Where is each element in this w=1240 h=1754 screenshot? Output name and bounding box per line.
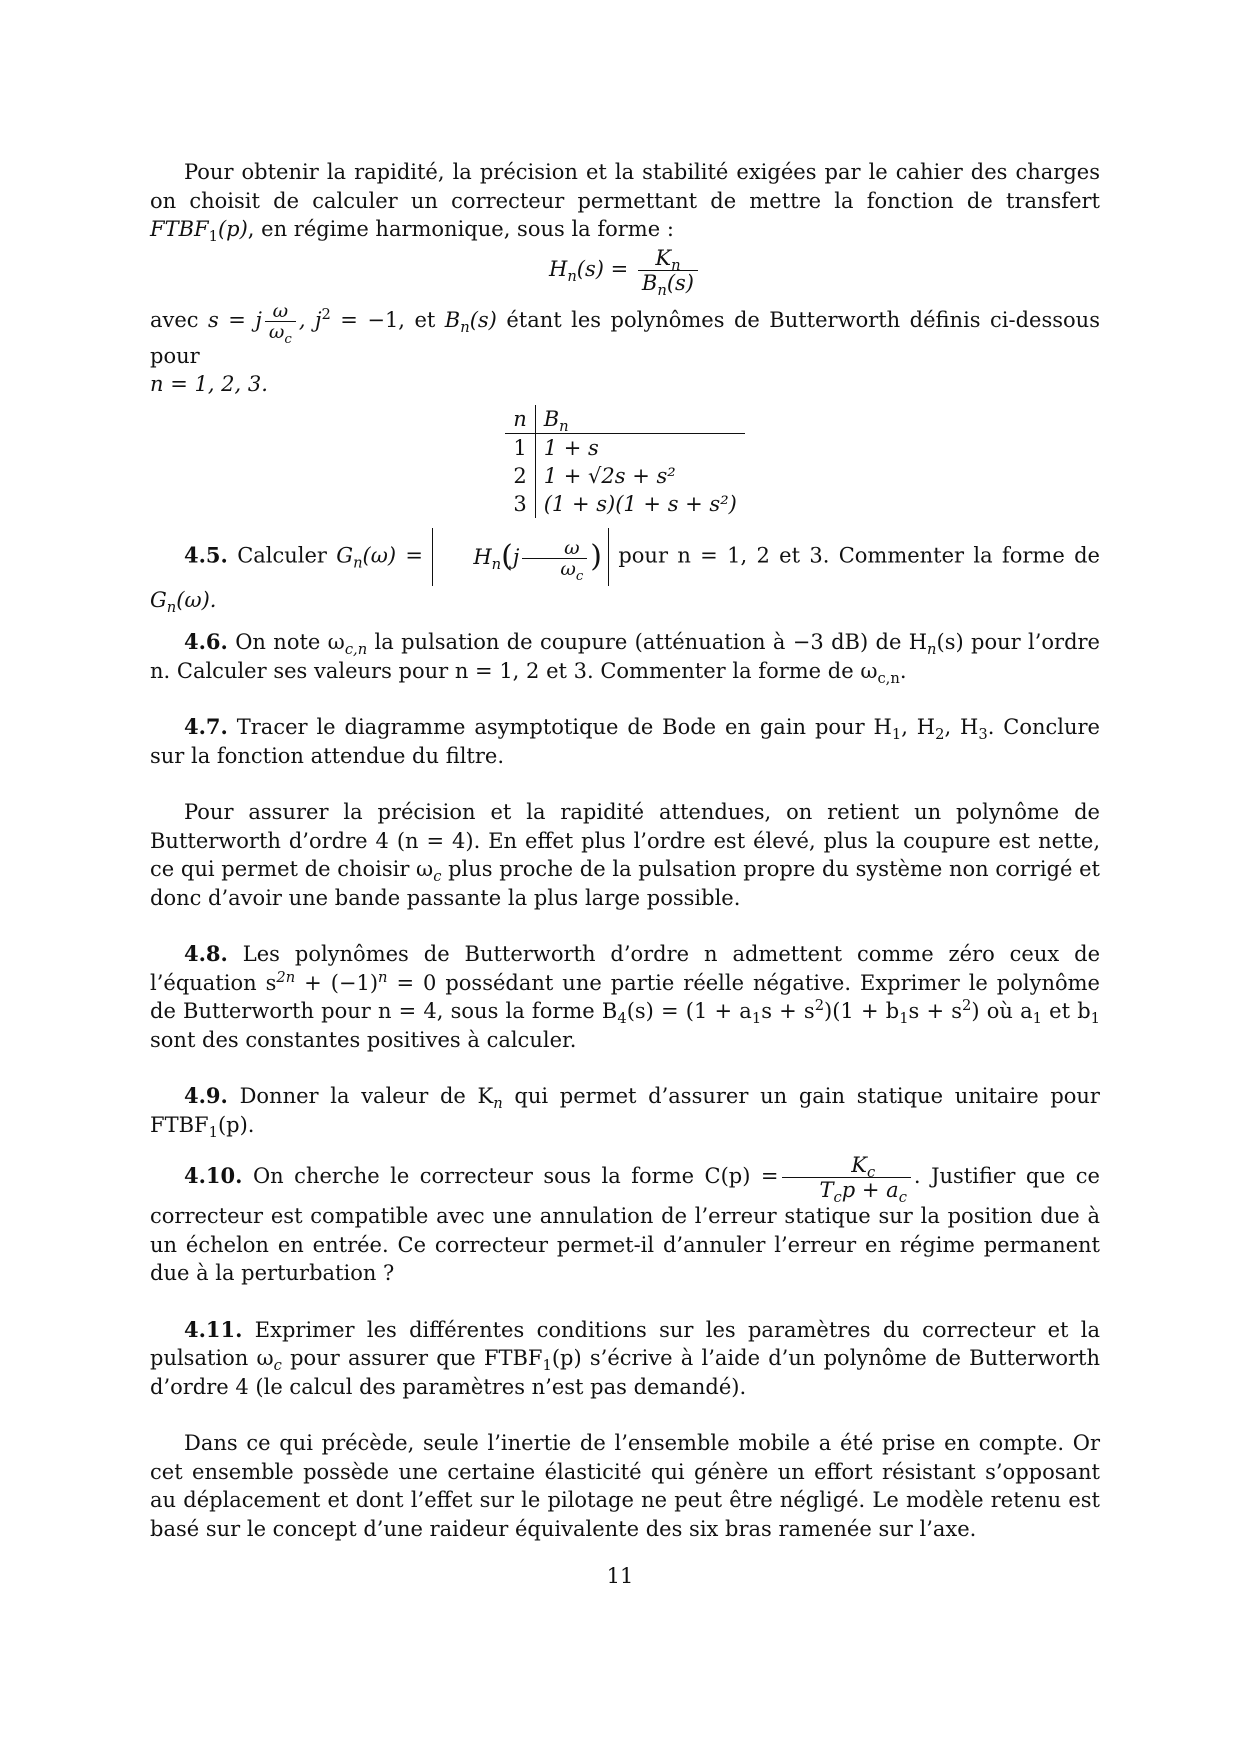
q48-text3: = 0 possédant une partie réelle négative. Exprimer le polynôme de Butterworth pour n = 4, sous la forme B (150, 970, 1100, 1023)
q45-abs-value: $H_n(j$ $\frac{\omega}{\omega_c}$ ) (432, 528, 609, 586)
hn-lhs-arg: (s) = (576, 256, 629, 281)
table-cell-b: 1 + s (543, 435, 599, 460)
avec-label: avec (150, 307, 199, 332)
q46-number: 4.6. (184, 629, 228, 654)
ordre4-text1: Pour assurer la précision et la rapidité attendues, on retient un polynôme de Butterworth d’ordre 4 (n = 4). En effet plus l’ordre est élevé, plus la coupure est nette, ce qui permet de choisir ω (150, 800, 1100, 881)
q48-text10: sont des constantes positives à calculer. (150, 1027, 577, 1052)
ftbf-arg: (p) (217, 217, 248, 241)
q45-frac-den-sub: c (575, 568, 584, 584)
q49-number: 4.9. (184, 1083, 228, 1108)
bn-arg: (s) (469, 307, 497, 332)
q45-abs-h-sub: n (491, 555, 502, 573)
question-4-8 (150, 940, 1100, 1054)
q47-text1: Tracer le diagramme asymptotique de Bode en gain pour H (236, 715, 892, 739)
q45-gn-arg: (ω) = (362, 543, 423, 567)
q46-text3: (s) pour l’ordre n. Calculer ses valeurs pour n = 1, 2 et 3. Commenter la forme de ω (150, 630, 1100, 683)
hn-den: B (641, 270, 658, 295)
q410-frac-num: K (851, 1153, 867, 1177)
q48-text6: )(1 + b (824, 999, 900, 1023)
avec-rest: étant les polynômes de Butterworth définis ci-dessous pour (150, 307, 1100, 368)
intro-text: Pour obtenir la rapidité, la précision et la stabilité exigées par le cahier des charges on choisit de calculer un correcteur permettant de mettre la fonction de transfert (150, 160, 1100, 213)
q48-text9: et b (1042, 999, 1091, 1023)
q48-sub-a2: 1 (1032, 1010, 1042, 1028)
q411-number: 4.11. (184, 1316, 243, 1342)
q410-frac-den2: p + a (841, 1178, 899, 1202)
q48-sup1: 2n (276, 968, 296, 986)
q47-sub3: 3 (978, 726, 988, 744)
q411-text3: (p) s’écrive à l’aide d’un polynôme de Butterworth d’ordre 4 (le calcul des paramètres n’est pas demandé). (150, 1346, 1101, 1399)
q49-sub: n (493, 1095, 503, 1113)
q46-text4: . (899, 658, 907, 683)
q46-sub3: c,n (877, 669, 900, 687)
table-header-row (505, 405, 745, 434)
question-4-11 (150, 1316, 1100, 1402)
hn-formula (150, 245, 1100, 299)
bn-sub: n (460, 318, 470, 336)
q45-number: 4.5. (184, 542, 228, 567)
q46-text2: la pulsation de coupure (atténuation à −3 dB) de H (367, 630, 928, 654)
q47-text3: , H (944, 715, 979, 739)
q45-gn2-arg: (ω). (176, 587, 217, 612)
page-number: 11 (606, 1564, 634, 1588)
q46-sub1: c,n (344, 641, 368, 659)
table-cell-n: 1 (505, 433, 535, 462)
q410-frac-num-sub: c (866, 1164, 876, 1182)
q49-text1: Donner la valeur de K (239, 1084, 494, 1108)
q48-text7: s + s (908, 999, 963, 1023)
document-body (150, 158, 1100, 1543)
j-sup: 2 (321, 305, 331, 323)
q45-text1: Calculer (237, 543, 327, 567)
question-4-6 (150, 628, 1100, 685)
q47-text2: , H (901, 715, 936, 739)
hn-lhs: H (549, 256, 568, 281)
q46-text1: On note ω (235, 630, 345, 654)
intro-paragraph (150, 158, 1100, 244)
q48-sub4: 4 (617, 1010, 627, 1028)
s-frac-den-sub: c (284, 331, 292, 347)
s-fraction (265, 299, 296, 347)
q48-text2: + (−1) (295, 970, 379, 995)
q45-gn: G (336, 543, 354, 567)
paragraph-ordre-4 (150, 798, 1100, 912)
s-definition: s = j (208, 307, 262, 332)
q49-text3: (p). (217, 1112, 255, 1137)
q45-frac-num: ω (564, 536, 580, 559)
hn-den-arg: (s) (666, 270, 694, 295)
q49-text2: qui permet d’assurer un gain statique unitaire pour FTBF (150, 1084, 1100, 1137)
table-cell-b: (1 + s)(1 + s + s²) (543, 491, 737, 516)
q410-frac-den-sub: c (833, 1189, 842, 1207)
ordre4-sub: c (433, 868, 442, 886)
table-header-b: B (543, 406, 560, 431)
s-frac-num: ω (272, 299, 289, 322)
q411-sub: c (273, 1357, 282, 1375)
q48-sub-b: 1 (899, 1010, 909, 1028)
q48-sub-b2: 1 (1090, 1010, 1101, 1028)
table-header-n: n (505, 405, 535, 434)
q48-number: 4.8. (184, 941, 228, 966)
j-eq: = −1, et (330, 307, 436, 332)
butterworth-table (505, 405, 745, 518)
n-list: n = 1, 2, 3. (150, 372, 268, 396)
table-row (505, 490, 745, 518)
hn-den-sub: n (657, 281, 667, 299)
bn-symbol: B (444, 307, 461, 332)
paragraph-final: Dans ce qui précède, seule l’inertie de l’ensemble mobile a été prise en compte. Or cet ensemble possède une certaine élasticité qui génère un effort résistant s’opposant au déplacement et dont l’effet sur le pilotage ne peut être négligé. Le modèle retenu est basé sur le concept d’une raideur équivalente des six bras ramenée sur l’axe. (150, 1431, 1100, 1541)
q47-sub2: 2 (935, 726, 945, 744)
ftbf-sub: 1 (208, 228, 218, 246)
table-cell-b: 1 + √2s + s² (543, 463, 676, 488)
q410-text1: On cherche le correcteur sous la forme C(p) = (252, 1164, 779, 1188)
hn-num: K (655, 245, 672, 270)
ordre4-text2: plus proche de la pulsation propre du système non corrigé et donc d’avoir une bande passante la plus large possible. (150, 857, 1100, 910)
hn-fraction (638, 245, 698, 299)
q47-text4: . Conclure sur la fonction attendue du filtre. (150, 715, 1100, 768)
j-symbol: , j (298, 307, 322, 332)
q47-sub1: 1 (891, 726, 902, 744)
q48-sup4: 2 (962, 997, 972, 1014)
table-cell-n: 3 (505, 490, 535, 518)
q48-text1: Les polynômes de Butterworth d’ordre n admettent comme zéro ceux de l’équation s (150, 942, 1100, 995)
table-header-b-sub: n (559, 417, 569, 435)
q48-text8: ) où a (971, 999, 1033, 1023)
q46-sub2: n (927, 641, 937, 659)
q47-number: 4.7. (184, 714, 228, 739)
ftbf-symbol: FTBF (150, 217, 209, 241)
table-row (505, 433, 745, 462)
q410-frac-den: T (819, 1178, 834, 1202)
q410-number: 4.10. (184, 1163, 243, 1188)
q45-abs-j: j (512, 544, 520, 569)
q45-frac-den: ω (560, 557, 576, 580)
avec-paragraph (150, 301, 1100, 399)
table-row (505, 462, 745, 490)
q48-sup2: n (378, 968, 388, 986)
question-4-9 (150, 1082, 1100, 1139)
question-4-5 (150, 528, 1100, 615)
question-4-7 (150, 713, 1100, 770)
table-cell-n: 2 (505, 462, 535, 490)
q411-text1: Exprimer les différentes conditions sur les paramètres du correcteur et la pulsation ω (150, 1317, 1100, 1370)
q410-fraction (782, 1153, 911, 1207)
q45-text2: pour n = 1, 2 et 3. Commenter la forme de (618, 543, 1100, 567)
q45-gn2: G (150, 587, 167, 612)
q48-text4: (s) = (1 + a (626, 999, 752, 1023)
q48-sub-a: 1 (751, 1010, 762, 1028)
q411-text2: pour assurer que FTBF (281, 1346, 543, 1370)
q48-sup3: 2 (814, 997, 825, 1014)
q48-text5: s + s (761, 999, 815, 1023)
hn-num-sub: n (671, 256, 681, 274)
q45-gn2-sub: n (166, 598, 177, 616)
question-4-10 (150, 1153, 1100, 1288)
q411-sub2: 1 (542, 1357, 552, 1375)
q45-abs-h: H (473, 544, 492, 569)
q410-text2: . Justifier que ce correcteur est compatible avec une annulation de l’erreur statique sur la position due à un échelon en entrée. Ce correcteur permet-il d’annuler l’erreur en régime permanent due à la perturbation ? (150, 1164, 1100, 1285)
intro-end: , en régime harmonique, sous la forme : (247, 217, 674, 241)
q49-sub2: 1 (208, 1123, 218, 1141)
q45-gn-sub: n (353, 554, 363, 572)
hn-lhs-sub: n (567, 267, 577, 285)
s-frac-den: ω (268, 320, 285, 343)
q410-frac-den2-sub: c (898, 1189, 907, 1207)
